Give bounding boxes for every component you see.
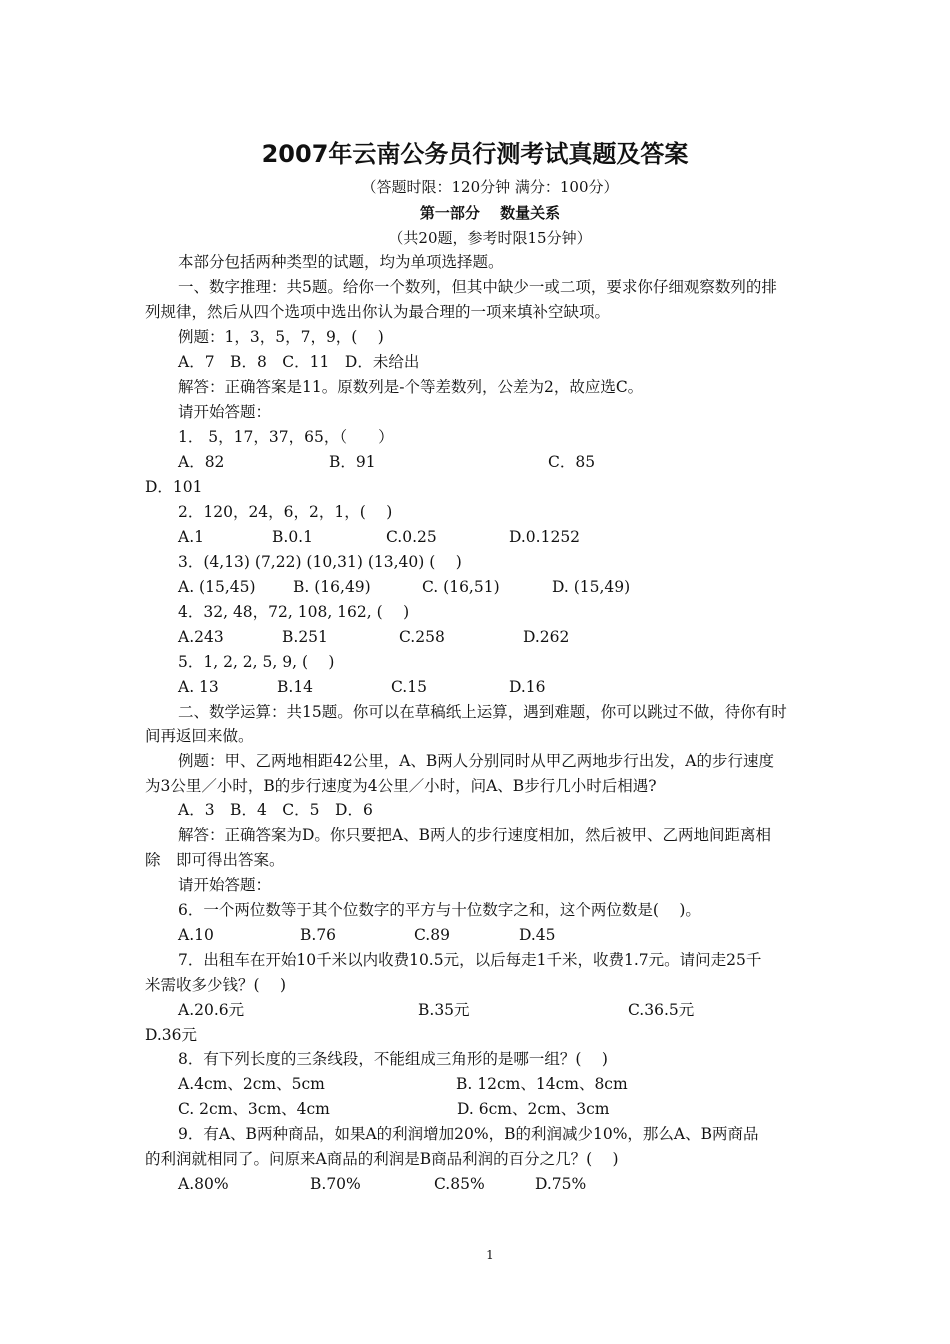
text-line: 二、数学运算：共15题。你可以在草稿纸上运算，遇到难题，你可以跳过不做，待你有时: [178, 703, 787, 721]
text-line: 请开始答题：: [178, 403, 272, 421]
text-line: 本部分包括两种类型的试题，均为单项选择题。: [178, 253, 504, 271]
text-line: 2．120，24，6，2，1，( ): [178, 503, 393, 521]
text-line: 为3公里／小时，B的步行速度为4公里／小时，问A、B步行几小时后相遇?: [145, 777, 657, 795]
answer-option: B.70%: [310, 1175, 361, 1193]
text-line: 解答：正确答案是11。原数列是-个等差数列，公差为2，故应选C。: [178, 378, 644, 396]
part-title: 第一部分 数量关系: [419, 204, 561, 222]
page-number: 1: [486, 1248, 494, 1262]
text-line: 4．32, 48，72, 108, 162, ( ): [178, 603, 410, 621]
answer-option: B.76: [300, 926, 337, 944]
answer-option: C.15: [391, 678, 427, 696]
text-line: 例题：甲、乙两地相距42公里，A、B两人分别同时从甲乙两地步行出发，A的步行速度: [178, 752, 775, 770]
exam-info: （答题时限：120分钟 满分：100分）: [361, 178, 619, 196]
answer-option: D. 6cm、2cm、3cm: [457, 1100, 610, 1118]
answer-option: A.80%: [178, 1175, 229, 1193]
answer-option: B. 12cm、14cm、8cm: [456, 1075, 628, 1093]
answer-option: B. (16,49): [293, 578, 371, 596]
text-line: 1． 5，17，37，65，（ ）: [178, 428, 394, 446]
text-line: 3．(4,13) (7,22) (10,31) (13,40) ( ): [178, 553, 462, 571]
answer-option: A. 13: [178, 678, 219, 696]
answer-option: D.262: [523, 628, 570, 646]
answer-option: C．85: [548, 453, 596, 471]
text-line: 5．1, 2, 2, 5, 9, ( ): [178, 653, 335, 671]
part-info: （共20题，参考时限15分钟）: [388, 229, 592, 247]
answer-option: C. 2cm、3cm、4cm: [178, 1100, 330, 1118]
answer-option: A.1: [178, 528, 204, 546]
text-line: D.36元: [145, 1026, 198, 1044]
answer-option: C.85%: [434, 1175, 485, 1193]
text-line: A．3 B．4 C．5 D．6: [178, 801, 373, 819]
answer-option: B.14: [277, 678, 314, 696]
answer-option: D.16: [509, 678, 546, 696]
text-line: D．101: [145, 478, 203, 496]
answer-option: D.0.1252: [509, 528, 581, 546]
answer-option: D. (15,49): [552, 578, 631, 596]
answer-option: A．82: [178, 453, 225, 471]
text-line: A．7 B．8 C．11 D．未给出: [178, 353, 420, 371]
answer-option: C.36.5元: [628, 1001, 695, 1019]
answer-option: A. (15,45): [178, 578, 256, 596]
text-line: 9．有A、B两种商品，如果A的利润增加20%，B的利润减少10%，那么A、B两商品: [178, 1125, 759, 1143]
answer-option: A.243: [178, 628, 224, 646]
answer-option: B.0.1: [272, 528, 313, 546]
answer-option: C.258: [399, 628, 445, 646]
text-line: 一、数字推理：共5题。给你一个数列，但其中缺少一或二项，要求你仔细观察数列的排: [178, 278, 777, 296]
text-line: 8．有下列长度的三条线段，不能组成三角形的是哪一组？( ): [178, 1050, 608, 1068]
text-line: 请开始答题：: [178, 876, 272, 894]
answer-option: A.4cm、2cm、5cm: [178, 1075, 325, 1093]
text-line: 6．一个两位数等于其个位数字的平方与十位数字之和，这个两位数是( )。: [178, 901, 701, 919]
text-line: 列规律，然后从四个选项中选出你认为最合理的一项来填补空缺项。: [145, 303, 611, 321]
text-line: 间再返回来做。: [145, 727, 254, 745]
text-line: 7．出租车在开始10千米以内收费10.5元，以后每走1千米，收费1.7元。请问走25千: [178, 951, 762, 969]
answer-option: B．91: [329, 453, 376, 471]
answer-option: B.35元: [418, 1001, 470, 1019]
answer-option: D.45: [519, 926, 556, 944]
text-line: 米需收多少钱？( ): [145, 976, 287, 994]
page-title: 2007年云南公务员行测考试真题及答案: [261, 140, 689, 168]
answer-option: A.20.6元: [178, 1001, 245, 1019]
answer-option: C.0.25: [386, 528, 437, 546]
answer-option: D.75%: [535, 1175, 587, 1193]
text-line: 解答：正确答案为D。你只要把A、B两人的步行速度相加，然后被甲、乙两地间距离相: [178, 826, 772, 844]
answer-option: C. (16,51): [422, 578, 500, 596]
text-line: 除 即可得出答案。: [145, 851, 285, 869]
answer-option: C.89: [414, 926, 450, 944]
answer-option: B.251: [282, 628, 328, 646]
text-line: 的利润就相同了。问原来A商品的利润是B商品利润的百分之几？( ): [145, 1150, 619, 1168]
answer-option: A.10: [178, 926, 214, 944]
text-line: 例题：1，3，5，7，9，( ): [178, 328, 384, 346]
